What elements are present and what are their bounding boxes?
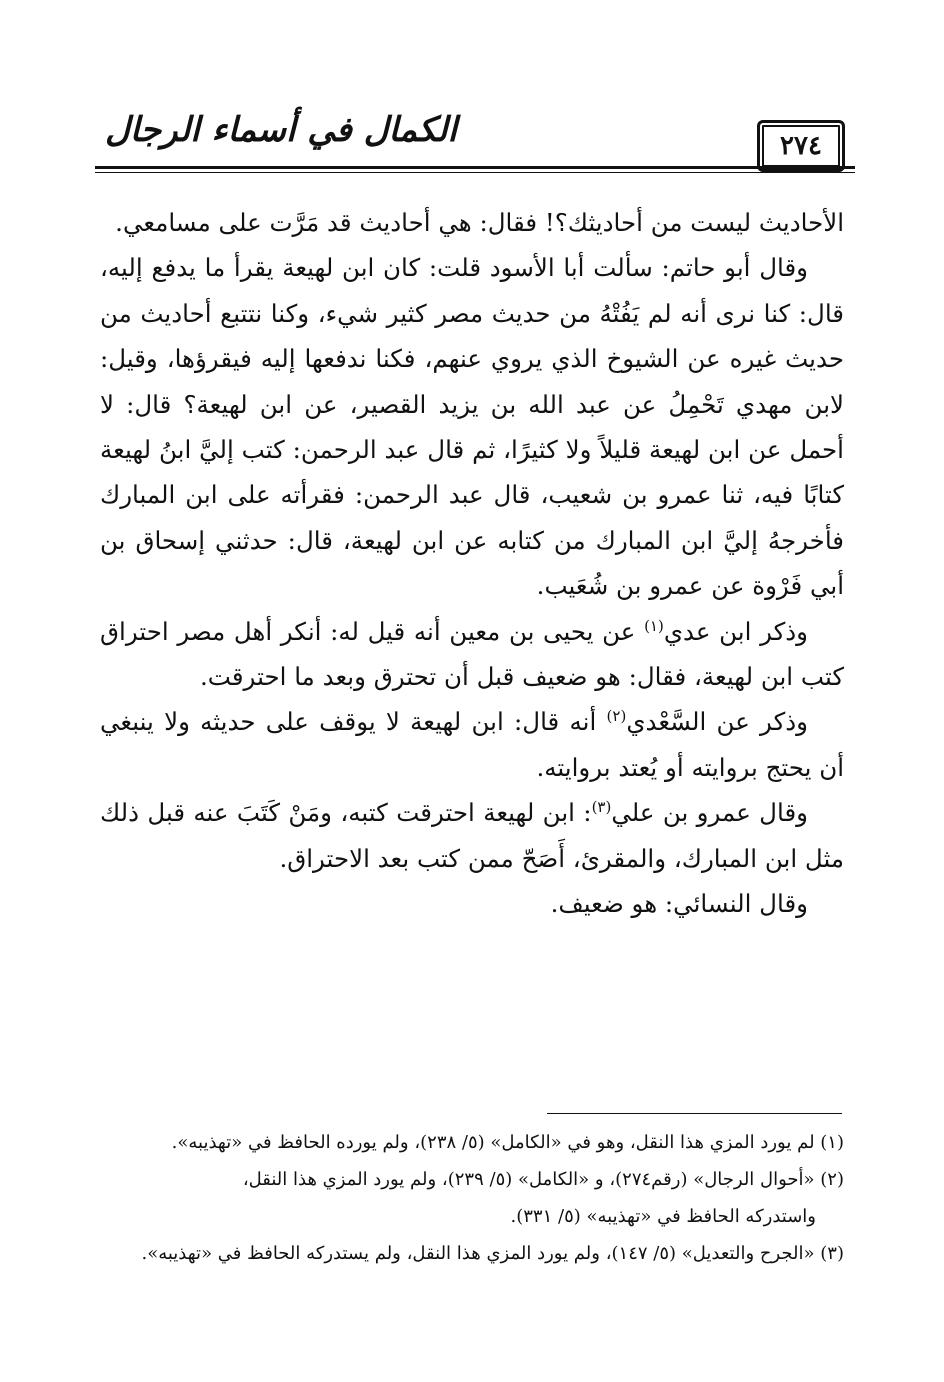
footnote-continuation: واستدركه الحافظ في «تهذيبه» (٥/ ٣٣١). [510, 1206, 816, 1227]
paragraph-text: : ابن لهيعة احترقت كتبه، ومَنْ كَتَبَ عنه قبل ذلك مثل ابن المبارك، والمقرئ، أَصَحّ ممن كتب بعد الاحتراق. [100, 798, 844, 873]
paragraph [100, 699, 844, 790]
footnote: (٣) «الجرح والتعديل» (٥/ ١٤٧)، ولم يورد المزي هذا النقل، ولم يستدركه الحافظ في «تهذيبه». [141, 1243, 844, 1264]
footnote: (١) لم يورد المزي هذا النقل، وهو في «الكامل» (٥/ ٢٣٨)، ولم يورده الحافظ في «تهذيبه». [171, 1132, 844, 1153]
body-text [100, 200, 844, 927]
header-rule [95, 166, 855, 169]
footnote: (٢) «أحوال الرجال» (رقم٢٧٤)، و «الكامل» (٥/ ٢٣٩)، ولم يورد المزي هذا النقل، [242, 1169, 844, 1190]
footnote-ref: (٣) [591, 798, 612, 817]
footnote-separator [547, 1113, 842, 1114]
paragraph-text: وذكر عن السَّعْدي [626, 707, 808, 737]
paragraph-text: وذكر ابن عدي [663, 616, 808, 646]
book-title: الكمال في أسماء الرجال [105, 110, 457, 150]
paragraph-text: أنه قال: ابن لهيعة لا يوقف على حديثه ولا ينبغي أن يحتج بروايته أو يُعتد بروايته. [100, 707, 844, 782]
paragraph [100, 609, 844, 700]
paragraph-text: عن يحيى بن معين أنه قيل له: أنكر أهل مصر احتراق كتب ابن لهيعة، فقال: هو ضعيف قبل أن تحترق وبعد ما احترقت. [100, 616, 844, 692]
paragraph-text: وقال عمرو بن علي [611, 798, 808, 828]
footnotes [100, 1124, 844, 1272]
paragraph: وقال أبو حاتم: سألت أبا الأسود قلت: كان ابن لهيعة يقرأ ما يدفع إليه، قال: كنا نرى أنه لم يَفُتْهُ من حديث مصر كثير شيء، وكنا نتتبع أحاديث من حديث غيره عن الشيوخ الذي يروي عنهم، فكنا ندفعها إليه فيقرؤها، وقيل: لابن مهدي تَحْمِلُ عن عبد الله بن يزيد القصير، عن ابن لهيعة؟ قال: لا أحمل عن ابن لهيعة قليلاً ولا كثيرًا، ثم قال عبد الرحمن: كتب إليَّ ابنُ لهيعة كتابًا فيه، ثنا عمرو بن شعيب، قال عبد الرحمن: فقرأته على ابن المبارك فأخرجهُ إليَّ ابن المبارك من كتابه عن ابن لهيعة، قال: حدثني إسحاق بن أبي فَرْوة عن عمرو بن شُعَيب. [100, 253, 844, 601]
paragraph [100, 790, 844, 881]
header-rule-thin [95, 172, 855, 173]
page-number: ٢٧٤ [757, 120, 845, 172]
paragraph: وقال النسائي: هو ضعيف. [550, 889, 808, 919]
footnote-ref: (٢) [606, 707, 627, 726]
paragraph: الأحاديث ليست من أحاديثك؟! فقال: هي أحاديث قد مَرَّت على مسامعي. [115, 208, 844, 237]
page-header [95, 106, 855, 166]
footnote-ref: (١) [644, 616, 664, 635]
